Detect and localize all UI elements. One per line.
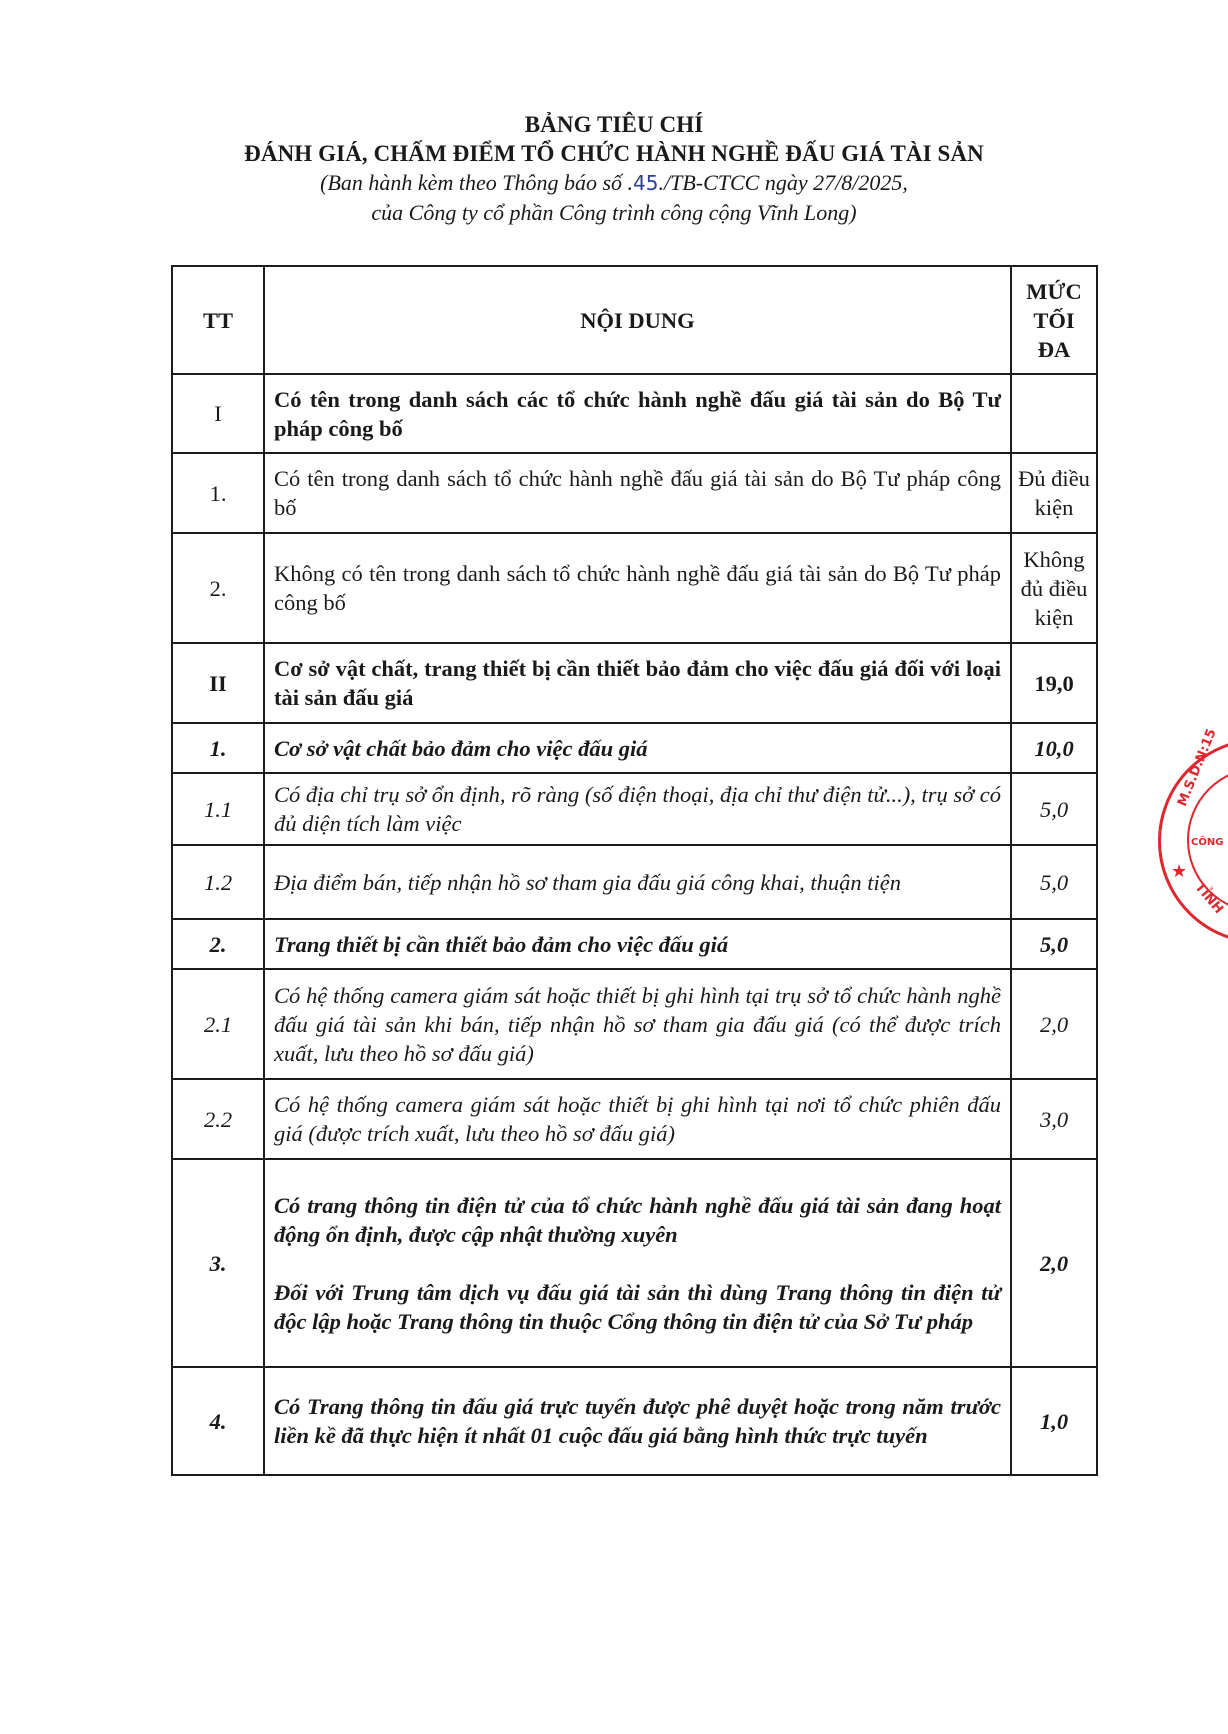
table-row: [172, 773, 1097, 845]
seal-star-icon: ★: [1171, 861, 1188, 882]
row-content: Có hệ thống camera giám sát hoặc thiết bị ghi hình tại nơi tổ chức phiên đấu giá (được trích xuất, lưu theo hồ sơ đấu giá): [264, 1079, 1011, 1159]
row-score: 3,0: [1011, 1079, 1097, 1159]
table-row: [172, 453, 1097, 533]
row-content: Cơ sở vật chất, trang thiết bị cần thiết bảo đảm cho việc đấu giá đối với loại tài sản đấu giá: [264, 643, 1011, 723]
header-score-line1: MỨC: [1026, 278, 1082, 304]
row-score: 5,0: [1011, 773, 1097, 845]
table-header-row: [172, 266, 1097, 374]
row-score: 1,0: [1011, 1367, 1097, 1475]
row-content: Có địa chỉ trụ sở ổn định, rõ ràng (số điện thoại, địa chỉ thư điện tử...), trụ sở có đủ diện tích làm việc: [264, 773, 1011, 845]
table-row: [172, 919, 1097, 969]
table-row: [172, 969, 1097, 1079]
seal-inner-text: CÔNG: [1191, 837, 1224, 848]
row-tt: 1.: [172, 723, 264, 773]
header-score-line2: TỐI: [1033, 307, 1075, 333]
row-tt: 1.1: [172, 773, 264, 845]
doc-reference: [0, 168, 1228, 198]
header-tt: TT: [172, 266, 264, 374]
table-row: [172, 533, 1097, 643]
reference-prefix: (Ban hành kèm theo Thông báo số .: [320, 170, 634, 195]
row-tt: 2.2: [172, 1079, 264, 1159]
row-score: 19,0: [1011, 643, 1097, 723]
row-content: Có tên trong danh sách tổ chức hành nghề đấu giá tài sản do Bộ Tư pháp công bố: [264, 453, 1011, 533]
row-score: 5,0: [1011, 919, 1097, 969]
row-tt: 2.: [172, 919, 264, 969]
reference-suffix: ./TB-CTCC ngày 27/8/2025,: [658, 170, 908, 195]
row-content-main: Có trang thông tin điện tử của tổ chức hành nghề đấu giá tài sản đang hoạt động ổn định, được cập nhật thường xuyên: [274, 1192, 1001, 1247]
company-seal-stamp: [1158, 726, 1228, 944]
row-content-extra: Đối với Trung tâm dịch vụ đấu giá tài sản thì dùng Trang thông tin điện tử độc lập hoặc Trang thông tin thuộc Cổng thông tin điện tử của Sở Tư pháp: [274, 1279, 1001, 1334]
criteria-table: [171, 265, 1098, 1476]
row-tt: 1.2: [172, 845, 264, 919]
row-tt: 3.: [172, 1159, 264, 1367]
row-tt: 2.: [172, 533, 264, 643]
row-content: Có Trang thông tin đấu giá trực tuyến được phê duyệt hoặc trong năm trước liền kề đã thực hiện ít nhất 01 cuộc đấu giá bằng hình thức trực tuyến: [264, 1367, 1011, 1475]
document-header: [0, 110, 1228, 227]
row-score: 5,0: [1011, 845, 1097, 919]
table-row: [172, 723, 1097, 773]
row-tt: 4.: [172, 1367, 264, 1475]
row-content: Cơ sở vật chất bảo đảm cho việc đấu giá: [264, 723, 1011, 773]
row-score: Đủ điều kiện: [1011, 453, 1097, 533]
header-content: NỘI DUNG: [264, 266, 1011, 374]
seal-outer-text: M.S.D.N:15: [1175, 726, 1220, 809]
doc-subtitle-title: ĐÁNH GIÁ, CHẤM ĐIỂM TỔ CHỨC HÀNH NGHỀ ĐẤU GIÁ TÀI SẢN: [244, 141, 984, 166]
row-content: Không có tên trong danh sách tổ chức hành nghề đấu giá tài sản do Bộ Tư pháp công bố: [264, 533, 1011, 643]
doc-title: BẢNG TIÊU CHÍ: [524, 112, 704, 137]
table-row: [172, 1159, 1097, 1367]
doc-issuer: của Công ty cổ phần Công trình công cộng Vĩnh Long): [371, 200, 857, 225]
table-row: [172, 845, 1097, 919]
header-score-line3: ĐA: [1037, 336, 1071, 362]
row-score: 10,0: [1011, 723, 1097, 773]
row-tt: II: [172, 643, 264, 723]
row-content: Có hệ thống camera giám sát hoặc thiết bị ghi hình tại trụ sở tổ chức hành nghề đấu giá tài sản khi bán, tiếp nhận hồ sơ tham gia đấu giá (có thể được trích xuất, lưu theo hồ sơ đấu giá): [264, 969, 1011, 1079]
seal-bottom-text: TỈNH: [1191, 880, 1226, 917]
row-content: Trang thiết bị cần thiết bảo đảm cho việc đấu giá: [264, 919, 1011, 969]
header-max-score: [1011, 266, 1097, 374]
table-row-section-II: [172, 643, 1097, 723]
table-row: [172, 1367, 1097, 1475]
row-score: [1011, 374, 1097, 453]
row-score: 2,0: [1011, 969, 1097, 1079]
row-score: Không đủ điều kiện: [1011, 533, 1097, 643]
notice-number: 45: [633, 171, 659, 195]
table-row: [172, 1079, 1097, 1159]
row-score: 2,0: [1011, 1159, 1097, 1367]
row-tt: I: [172, 374, 264, 453]
table-row-section-I: [172, 374, 1097, 453]
row-content: Có tên trong danh sách các tổ chức hành nghề đấu giá tài sản do Bộ Tư pháp công bố: [264, 374, 1011, 453]
row-content: Địa điểm bán, tiếp nhận hồ sơ tham gia đấu giá công khai, thuận tiện: [264, 845, 1011, 919]
row-tt: 2.1: [172, 969, 264, 1079]
row-content: [264, 1159, 1011, 1367]
row-tt: 1.: [172, 453, 264, 533]
